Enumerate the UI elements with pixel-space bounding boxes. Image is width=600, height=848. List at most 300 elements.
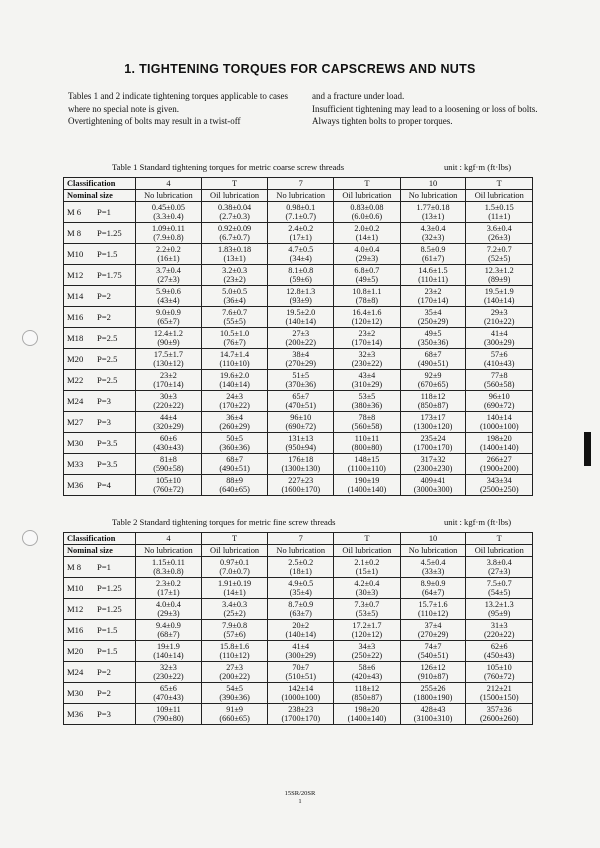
torque-ftlbs: (260±29) [219, 422, 250, 431]
nominal-size-cell [64, 433, 136, 454]
torque-ftlbs: (230±22) [153, 672, 184, 681]
nominal-size-cell [64, 391, 136, 412]
torque-cell [268, 286, 334, 307]
torque-cell [136, 370, 202, 391]
torque-ftlbs: (660±65) [219, 714, 250, 723]
torque-kgfm: 4.7±0.5 [288, 244, 314, 254]
torque-cell [466, 223, 533, 244]
torque-kgfm: 1.15±0.11 [152, 557, 185, 567]
torque-ftlbs: (490±51) [219, 464, 250, 473]
nominal-size-cell [64, 475, 136, 496]
torque-ftlbs: (140±14) [285, 630, 316, 639]
torque-ftlbs: (140±14) [153, 651, 184, 660]
torque-kgfm: 3.8±0.4 [486, 557, 512, 567]
torque-kgfm: 12.8±1.3 [286, 286, 316, 296]
torque-kgfm: 54±5 [226, 683, 243, 693]
torque-cell [268, 307, 334, 328]
torque-cell [201, 641, 267, 662]
torque-ftlbs: (1500±150) [479, 693, 519, 702]
torque-kgfm: 9.0±0.9 [155, 307, 181, 317]
torque-kgfm: 3.7±0.4 [155, 265, 181, 275]
lubrication-header: Oil lubrication [334, 545, 400, 557]
torque-ftlbs: (3000±300) [413, 485, 453, 494]
torque-ftlbs: (200±22) [285, 338, 316, 347]
torque-kgfm: 1.5±0.15 [484, 202, 514, 212]
nominal-size-label: Nominal size [64, 545, 136, 557]
torque-cell [201, 244, 267, 265]
torque-cell [334, 286, 400, 307]
torque-cell [268, 328, 334, 349]
torque-kgfm: 109±11 [156, 704, 181, 714]
torque-ftlbs: (110±11) [418, 275, 448, 284]
torque-ftlbs: (76±7) [223, 338, 246, 347]
torque-ftlbs: (2300±230) [413, 464, 453, 473]
torque-ftlbs: (320±29) [153, 422, 184, 431]
torque-ftlbs: (380±36) [351, 401, 383, 410]
torque-kgfm: 27±3 [292, 328, 310, 338]
torque-cell [136, 578, 202, 599]
class-header: 7 [268, 533, 334, 545]
table-row [64, 620, 533, 641]
thread-pitch: P=2 [97, 688, 111, 698]
torque-ftlbs: (540±51) [417, 651, 449, 660]
torque-kgfm: 17.5±1.7 [153, 349, 183, 359]
torque-cell [268, 202, 334, 223]
nominal-size-cell [64, 578, 136, 599]
torque-ftlbs: (1600±170) [281, 485, 321, 494]
torque-cell [334, 704, 400, 725]
torque-kgfm: 9.4±0.9 [155, 620, 181, 630]
thread-pitch: P=2 [97, 667, 111, 677]
torque-cell [400, 433, 466, 454]
class-header: 10 [400, 533, 466, 545]
page-footer [0, 790, 600, 806]
torque-cell [334, 265, 400, 286]
torque-kgfm: 212±21 [486, 683, 512, 693]
thread-pitch: P=1.75 [97, 270, 122, 280]
torque-cell [400, 704, 466, 725]
torque-kgfm: 1.77±0.18 [416, 202, 450, 212]
intro-paragraph: Insufficient tightening may lead to a loosening or loss of bolts. Always tighten bolts to proper torques. [312, 103, 538, 126]
torque-ftlbs: (230±22) [351, 359, 383, 368]
torque-kgfm: 65±7 [292, 391, 310, 401]
torque-kgfm: 15.7±1.6 [418, 599, 448, 609]
torque-cell [334, 412, 400, 433]
thread-size: M33 [67, 459, 84, 469]
table-row [64, 454, 533, 475]
torque-ftlbs: (640±65) [219, 485, 250, 494]
torque-kgfm: 357±36 [486, 704, 512, 714]
torque-kgfm: 343±34 [486, 475, 512, 485]
torque-ftlbs: (1800±190) [413, 693, 453, 702]
torque-cell [201, 307, 267, 328]
torque-cell [268, 433, 334, 454]
torque-ftlbs: (7.1±0.7) [285, 212, 316, 221]
torque-ftlbs: (430±43) [153, 443, 184, 452]
thread-pitch: P=3.5 [97, 438, 118, 448]
torque-kgfm: 14.6±1.5 [418, 265, 448, 275]
lubrication-header: No lubrication [268, 545, 334, 557]
torque-cell [136, 391, 202, 412]
torque-ftlbs: (170±14) [351, 338, 383, 347]
torque-ftlbs: (90±9) [157, 338, 180, 347]
thread-size: M30 [67, 438, 84, 448]
class-header: T [334, 533, 400, 545]
torque-kgfm: 88±9 [226, 475, 243, 485]
torque-ftlbs: (61±7) [421, 254, 445, 263]
torque-cell [466, 433, 533, 454]
torque-cell [400, 683, 466, 704]
table-row [64, 599, 533, 620]
thread-size: M 8 [67, 562, 82, 572]
torque-kgfm: 5.9±0.6 [155, 286, 181, 296]
thread-pitch: P=1.5 [97, 249, 118, 259]
torque-ftlbs: (590±58) [153, 464, 184, 473]
torque-kgfm: 49±5 [424, 328, 442, 338]
torque-ftlbs: (220±22) [153, 401, 184, 410]
thread-pitch: P=1.25 [97, 228, 122, 238]
torque-kgfm: 32±3 [160, 662, 177, 672]
nominal-size-cell [64, 412, 136, 433]
torque-kgfm: 19.5±2.0 [286, 307, 316, 317]
torque-kgfm: 7.5±0.7 [486, 578, 512, 588]
torque-kgfm: 58±6 [358, 662, 376, 672]
torque-kgfm: 3.4±0.3 [222, 599, 248, 609]
torque-kgfm: 142±14 [288, 683, 314, 693]
torque-kgfm: 8.7±0.9 [288, 599, 314, 609]
torque-kgfm: 140±14 [486, 412, 512, 422]
torque-ftlbs: (270±29) [285, 359, 316, 368]
torque-cell [136, 683, 202, 704]
torque-cell [400, 557, 466, 578]
torque-kgfm: 24±3 [226, 391, 243, 401]
torque-ftlbs: (30±3) [355, 588, 379, 597]
torque-ftlbs: (55±5) [223, 317, 246, 326]
binder-hole-icon [22, 530, 38, 546]
section-title: 1. TIGHTENING TORQUES FOR CAPSCREWS AND NUTS [124, 62, 476, 76]
torque-ftlbs: (59±6) [289, 275, 312, 284]
thread-pitch: P=3 [97, 417, 111, 427]
nominal-size-cell [64, 328, 136, 349]
torque-kgfm: 68±7 [226, 454, 243, 464]
torque-kgfm: 266±27 [486, 454, 512, 464]
torque-cell [201, 370, 267, 391]
table2-caption: Table 2 Standard tightening torques for metric fine screw threads [112, 517, 336, 527]
thread-size: M20 [67, 646, 84, 656]
torque-kgfm: 15.8±1.6 [220, 641, 250, 651]
torque-ftlbs: (27±3) [488, 567, 511, 576]
torque-kgfm: 8.5±0.9 [420, 244, 446, 254]
table2-unit: unit : kgf·m (ft·lbs) [444, 517, 512, 527]
torque-kgfm: 23±2 [358, 328, 376, 338]
torque-cell [136, 223, 202, 244]
torque-cell [136, 599, 202, 620]
nominal-size-cell [64, 454, 136, 475]
torque-kgfm: 4.3±0.4 [420, 223, 446, 233]
torque-cell [268, 662, 334, 683]
torque-ftlbs: (25±2) [223, 609, 246, 618]
torque-ftlbs: (2.7±0.3) [219, 212, 250, 221]
table-row [64, 370, 533, 391]
torque-cell [334, 370, 400, 391]
table-row [64, 433, 533, 454]
torque-cell [136, 307, 202, 328]
torque-ftlbs: (470±43) [153, 693, 184, 702]
binder-hole-icon [22, 330, 38, 346]
torque-ftlbs: (17±1) [157, 588, 180, 597]
torque-cell [201, 578, 267, 599]
class-header: T [466, 178, 533, 190]
torque-kgfm: 4.0±0.4 [354, 244, 380, 254]
torque-ftlbs: (3100±310) [413, 714, 453, 723]
torque-cell [201, 391, 267, 412]
torque-kgfm: 30±3 [160, 391, 177, 401]
torque-kgfm: 0.97±0.1 [220, 557, 250, 567]
torque-cell [334, 578, 400, 599]
torque-ftlbs: (2500±250) [479, 485, 519, 494]
torque-ftlbs: (560±58) [484, 380, 515, 389]
torque-ftlbs: (560±58) [351, 422, 383, 431]
thread-size: M24 [67, 667, 84, 677]
torque-cell [466, 454, 533, 475]
nominal-size-cell [64, 557, 136, 578]
thread-size: M16 [67, 312, 84, 322]
torque-kgfm: 176±18 [288, 454, 314, 464]
torque-ftlbs: (910±87) [417, 672, 449, 681]
torque-kgfm: 91±9 [226, 704, 243, 714]
thread-pitch: P=3 [97, 396, 111, 406]
torque-kgfm: 0.38±0.04 [218, 202, 252, 212]
torque-kgfm: 105±10 [486, 662, 512, 672]
torque-ftlbs: (1700±170) [413, 443, 453, 452]
thread-size: M12 [67, 270, 84, 280]
nominal-size-cell [64, 662, 136, 683]
torque-ftlbs: (49±5) [355, 275, 379, 284]
torque-kgfm: 173±17 [420, 412, 446, 422]
torque-ftlbs: (760±72) [484, 672, 515, 681]
lubrication-header: No lubrication [136, 545, 202, 557]
torque-kgfm: 131±13 [288, 433, 314, 443]
thread-pitch: P=2 [97, 312, 111, 322]
torque-cell [334, 641, 400, 662]
table-row [64, 328, 533, 349]
torque-kgfm: 2.2±0.2 [155, 244, 181, 254]
torque-kgfm: 4.5±0.4 [420, 557, 446, 567]
torque-kgfm: 126±12 [420, 662, 446, 672]
torque-ftlbs: (690±72) [285, 422, 316, 431]
torque-cell [400, 286, 466, 307]
torque-ftlbs: (63±7) [289, 609, 312, 618]
table-row [64, 307, 533, 328]
torque-cell [334, 620, 400, 641]
torque-ftlbs: (210±22) [484, 317, 515, 326]
torque-ftlbs: (8.3±0.8) [153, 567, 184, 576]
torque-ftlbs: (850±87) [351, 693, 383, 702]
thread-size: M18 [67, 333, 84, 343]
torque-ftlbs: (29±3) [157, 609, 180, 618]
torque-ftlbs: (53±5) [355, 609, 379, 618]
torque-ftlbs: (65±7) [157, 317, 180, 326]
thread-pitch: P=3.5 [97, 459, 118, 469]
torque-ftlbs: (68±7) [157, 630, 180, 639]
torque-kgfm: 8.9±0.9 [420, 578, 446, 588]
thread-pitch: P=1 [97, 207, 111, 217]
torque-kgfm: 190±19 [354, 475, 380, 485]
thread-pitch: P=2.5 [97, 333, 118, 343]
torque-cell [268, 370, 334, 391]
nominal-size-cell [64, 620, 136, 641]
torque-cell [201, 475, 267, 496]
lubrication-header: No lubrication [268, 190, 334, 202]
torque-kgfm: 3.6±0.4 [486, 223, 512, 233]
thread-pitch: P=1 [97, 562, 111, 572]
torque-ftlbs: (670±65) [417, 380, 449, 389]
thread-size: M 6 [67, 207, 82, 217]
thread-size: M14 [67, 291, 84, 301]
thread-size: M12 [67, 604, 84, 614]
torque-cell [466, 599, 533, 620]
class-header: T [201, 178, 267, 190]
torque-ftlbs: (13±1) [223, 254, 246, 263]
torque-cell [268, 391, 334, 412]
torque-kgfm: 53±5 [358, 391, 376, 401]
lubrication-header: Oil lubrication [201, 190, 267, 202]
torque-kgfm: 19.6±2.0 [220, 370, 250, 380]
torque-ftlbs: (130±12) [153, 359, 184, 368]
torque-ftlbs: (36±4) [223, 296, 246, 305]
torque-cell [136, 328, 202, 349]
torque-ftlbs: (13±1) [421, 212, 445, 221]
torque-kgfm: 0.45±0.05 [151, 202, 185, 212]
torque-kgfm: 317±32 [420, 454, 446, 464]
torque-kgfm: 38±4 [292, 349, 310, 359]
torque-ftlbs: (110±12) [219, 651, 250, 660]
torque-cell [466, 412, 533, 433]
torque-ftlbs: (6.0±0.6) [351, 212, 383, 221]
torque-cell [136, 557, 202, 578]
torque-kgfm: 2.3±0.2 [155, 578, 181, 588]
torque-kgfm: 34±3 [358, 641, 376, 651]
torque-cell [334, 202, 400, 223]
table-row [64, 286, 533, 307]
table-row [64, 662, 533, 683]
torque-ftlbs: (17±1) [289, 233, 312, 242]
class-header: 4 [136, 533, 202, 545]
torque-cell [201, 454, 267, 475]
torque-cell [334, 662, 400, 683]
torque-cell [400, 412, 466, 433]
thread-size: M10 [67, 583, 84, 593]
torque-kgfm: 12.3±1.2 [484, 265, 514, 275]
torque-ftlbs: (11±1) [488, 212, 511, 221]
torque-kgfm: 36±4 [226, 412, 243, 422]
thread-pitch: P=2 [97, 291, 111, 301]
torque-kgfm: 6.8±0.7 [354, 265, 380, 275]
class-header: T [466, 533, 533, 545]
table-row [64, 475, 533, 496]
torque-ftlbs: (120±12) [351, 317, 383, 326]
torque-kgfm: 23±2 [160, 370, 177, 380]
torque-ftlbs: (1300±120) [413, 422, 453, 431]
torque-ftlbs: (490±51) [417, 359, 449, 368]
thread-size: M27 [67, 417, 84, 427]
torque-cell [201, 328, 267, 349]
torque-cell [334, 454, 400, 475]
torque-kgfm: 4.0±0.4 [155, 599, 181, 609]
torque-ftlbs: (1000±100) [281, 693, 321, 702]
torque-kgfm: 235±24 [420, 433, 446, 443]
torque-ftlbs: (790±80) [153, 714, 184, 723]
torque-cell [268, 265, 334, 286]
torque-cell [201, 223, 267, 244]
torque-ftlbs: (54±5) [488, 588, 511, 597]
torque-ftlbs: (800±80) [351, 443, 383, 452]
torque-cell [201, 265, 267, 286]
torque-ftlbs: (1400±140) [479, 443, 519, 452]
lubrication-header: No lubrication [136, 190, 202, 202]
nominal-size-cell [64, 307, 136, 328]
torque-ftlbs: (140±14) [484, 296, 515, 305]
torque-kgfm: 12.4±1.2 [153, 328, 183, 338]
torque-kgfm: 41±4 [292, 641, 310, 651]
torque-ftlbs: (350±36) [417, 338, 449, 347]
nominal-size-label: Nominal size [64, 190, 136, 202]
torque-cell [268, 349, 334, 370]
torque-cell [136, 620, 202, 641]
torque-cell [466, 328, 533, 349]
torque-kgfm: 32±3 [358, 349, 376, 359]
nominal-size-cell [64, 244, 136, 265]
torque-kgfm: 110±11 [354, 433, 380, 443]
nominal-size-cell [64, 202, 136, 223]
nominal-size-cell [64, 265, 136, 286]
torque-kgfm: 10.5±1.0 [220, 328, 250, 338]
table-row [64, 244, 533, 265]
page-number: 1 [298, 798, 302, 805]
class-header: 10 [400, 178, 466, 190]
torque-cell [466, 286, 533, 307]
torque-kgfm: 41±4 [490, 328, 508, 338]
torque-cell [268, 578, 334, 599]
torque-cell [466, 620, 533, 641]
thread-pitch: P=2.5 [97, 354, 118, 364]
torque-cell [136, 244, 202, 265]
torque-cell [466, 202, 533, 223]
torque-cell [136, 202, 202, 223]
torque-cell [400, 578, 466, 599]
torque-cell [201, 286, 267, 307]
torque-ftlbs: (34±4) [289, 254, 312, 263]
torque-kgfm: 2.4±0.2 [288, 223, 314, 233]
torque-cell [136, 412, 202, 433]
table-row [64, 683, 533, 704]
torque-kgfm: 20±2 [292, 620, 310, 630]
torque-ftlbs: (140±14) [285, 317, 316, 326]
table-row [64, 578, 533, 599]
torque-ftlbs: (140±14) [219, 380, 250, 389]
torque-cell [201, 620, 267, 641]
nominal-size-cell [64, 286, 136, 307]
torque-cell [400, 244, 466, 265]
torque-ftlbs: (250±29) [417, 317, 449, 326]
torque-ftlbs: (250±22) [351, 651, 383, 660]
torque-ftlbs: (1100±110) [347, 464, 386, 473]
table2-fine-threads [63, 532, 533, 725]
thread-pitch: P=3 [97, 709, 111, 719]
torque-ftlbs: (300±29) [484, 338, 515, 347]
torque-ftlbs: (18±1) [289, 567, 312, 576]
thread-size: M 8 [67, 228, 82, 238]
